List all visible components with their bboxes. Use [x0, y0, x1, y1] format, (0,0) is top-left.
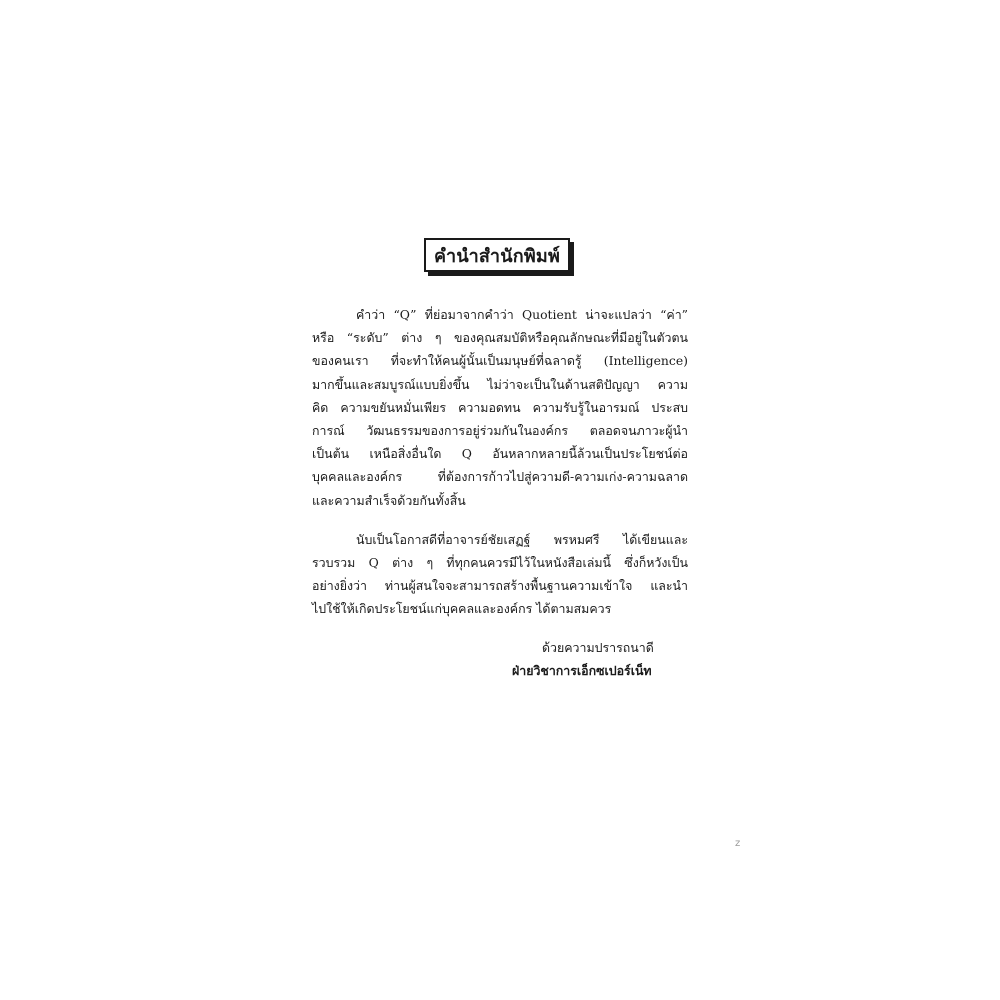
closing-signer: ฝ่ายวิชาการเอ็กซเปอร์เน็ท [512, 663, 652, 679]
paragraph-1-line: เป็นต้น เหนือสิ่งอื่นใด Q อันหลากหลายนี้ล้วนเป็นประโยชน์ต่อ [312, 446, 688, 462]
paragraph-2-line: ไปใช้ให้เกิดประโยชน์แก่บุคคลและองค์กร ได้ตามสมควร [312, 601, 612, 617]
paragraph-2-line: อย่างยิ่งว่า ท่านผู้สนใจจะสามารถสร้างพื้นฐานความเข้าใจ และนำ [312, 578, 688, 594]
paragraph-2-line: รวบรวม Q ต่าง ๆ ที่ทุกคนควรมีไว้ในหนังสือเล่มนี้ ซึ่งก็หวังเป็น [312, 554, 688, 570]
paragraph-1-line: และความสำเร็จด้วยกันทั้งสิ้น [312, 492, 466, 508]
paragraph-gap [312, 512, 688, 528]
closing-block [512, 636, 712, 682]
paragraph-1-line: การณ์ วัฒนธรรมของการอยู่ร่วมกันในองค์กร ตลอดจนภาวะผู้นำ [312, 422, 688, 438]
paragraph-2-line: นับเป็นโอกาสดีที่อาจารย์ชัยเสฏฐ์ พรหมศรี ได้เขียนและ [356, 531, 688, 547]
paragraph-1-line: คิด ความขยันหมั่นเพียร ความอดทน ความรับรู้ในอารมณ์ ประสบ [312, 399, 688, 415]
paragraph-1-line: ของคนเรา ที่จะทำให้คนผู้นั้นเป็นมนุษย์ที่ฉลาดรู้ (Intelligence) [312, 353, 688, 369]
paragraph-1-line: หรือ “ระดับ” ต่าง ๆ ของคุณสมบัติหรือคุณลักษณะที่มีอยู่ในตัวตน [312, 330, 688, 346]
paragraph-1-line: มากขึ้นและสมบูรณ์แบบยิ่งขึ้น ไม่ว่าจะเป็นในด้านสติปัญญา ความ [312, 376, 688, 392]
body-text [312, 303, 688, 620]
page-title: คำนำสำนักพิมพ์ [433, 245, 561, 267]
page-number: z [735, 838, 741, 849]
closing-greeting: ด้วยความปรารถนาดี [542, 640, 654, 655]
heading-box [424, 238, 570, 272]
paragraph-1-line: บุคคลและองค์กร ที่ต้องการก้าวไปสู่ความดี-ความเก่ง-ความฉลาด [312, 469, 688, 485]
paragraph-1-line: คำว่า “Q” ที่ย่อมาจากคำว่า Quotient น่าจะแปลว่า “ค่า” [356, 307, 688, 322]
